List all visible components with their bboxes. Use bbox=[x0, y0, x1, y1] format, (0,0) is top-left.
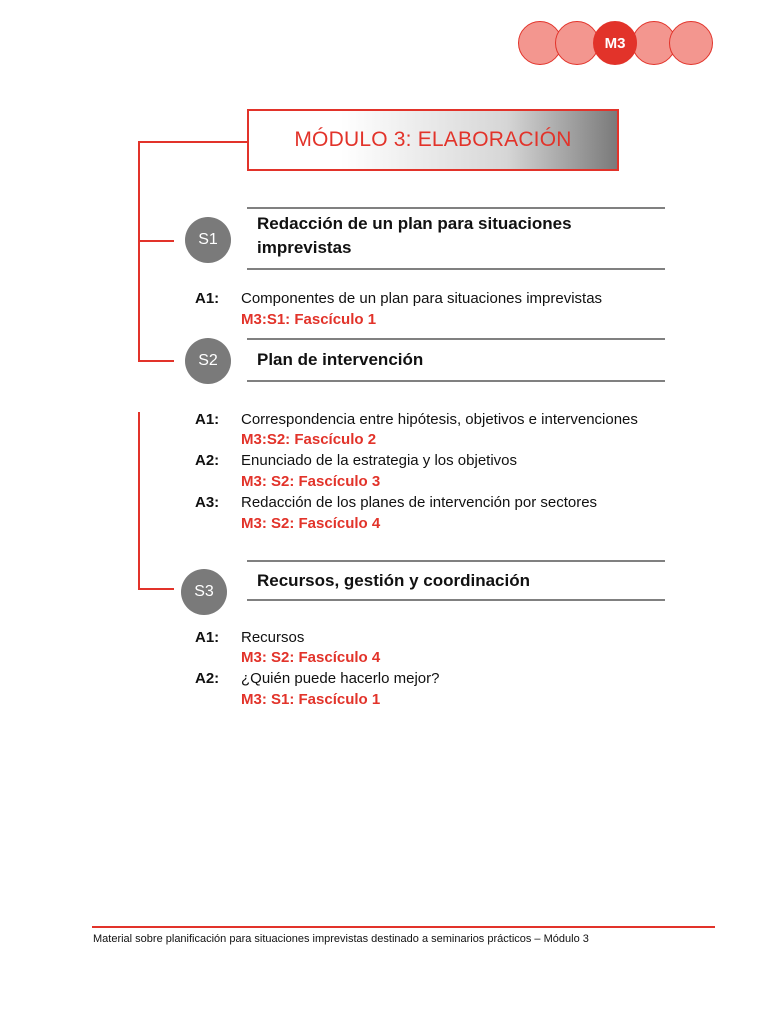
activity-text: Enunciado de la estrategia y los objetivos bbox=[241, 452, 518, 469]
section-badge-label: S1 bbox=[198, 231, 218, 248]
activity-label: A1: bbox=[195, 411, 220, 428]
connector-s3 bbox=[138, 588, 174, 590]
section-badge-label: S3 bbox=[194, 583, 214, 600]
activity-text: Correspondencia entre hipótesis, objetivos e intervenciones bbox=[241, 411, 638, 428]
section-badge-label: S2 bbox=[198, 352, 218, 369]
activity-label: A2: bbox=[195, 452, 220, 469]
module-title: MÓDULO 3: ELABORACIÓN bbox=[294, 128, 572, 151]
section-title-line: Redacción de un plan para situaciones bbox=[257, 214, 572, 233]
section-title-line: imprevistas bbox=[257, 238, 352, 257]
section-title-s2 bbox=[257, 348, 423, 372]
module-title-box bbox=[247, 109, 619, 171]
activity-reference: M3: S2: Fascículo 3 bbox=[241, 473, 381, 490]
section-rule-top bbox=[247, 338, 665, 340]
section-badge-s2 bbox=[185, 338, 231, 384]
section-title-s3 bbox=[257, 569, 530, 593]
section-rule-bottom bbox=[247, 599, 665, 601]
activity-reference: M3:S1: Fascículo 1 bbox=[241, 311, 377, 328]
section-rule-top bbox=[247, 207, 665, 209]
connector-s2 bbox=[138, 360, 174, 362]
section-rule-bottom bbox=[247, 268, 665, 270]
activity-label: A1: bbox=[195, 629, 220, 646]
module-circle-current bbox=[593, 21, 637, 65]
activity-reference: M3: S2: Fascículo 4 bbox=[241, 515, 381, 532]
section-rule-bottom bbox=[247, 380, 665, 382]
section-badge-s1 bbox=[185, 217, 231, 263]
footer-text: Material sobre planificación para situaciones imprevistas destinado a seminarios prácticos – Módulo 3 bbox=[93, 933, 589, 945]
activity-reference: M3: S2: Fascículo 4 bbox=[241, 649, 381, 666]
module-badge-label: M3 bbox=[604, 34, 626, 52]
section-title-line: Plan de intervención bbox=[257, 350, 424, 369]
activity-reference: M3:S2: Fascículo 2 bbox=[241, 431, 377, 448]
section-title-s1 bbox=[257, 212, 572, 260]
section-rule-top bbox=[247, 560, 665, 562]
activity-text: ¿Quién puede hacerlo mejor? bbox=[241, 670, 440, 687]
activity-text: Componentes de un plan para situaciones imprevistas bbox=[241, 290, 603, 307]
connector-vertical-1 bbox=[138, 141, 140, 362]
connector-top-horizontal bbox=[138, 141, 247, 143]
section-badge-s3 bbox=[181, 569, 227, 615]
activity-label: A2: bbox=[195, 670, 220, 687]
activity-text: Redacción de los planes de intervención por sectores bbox=[241, 494, 598, 511]
footer-rule bbox=[92, 926, 715, 928]
module-circle-5 bbox=[669, 21, 713, 65]
section-title-line: Recursos, gestión y coordinación bbox=[257, 571, 531, 590]
connector-s1 bbox=[138, 240, 174, 242]
connector-vertical-2 bbox=[138, 412, 140, 590]
activity-label: A3: bbox=[195, 494, 220, 511]
activity-label: A1: bbox=[195, 290, 220, 307]
activity-reference: M3: S1: Fascículo 1 bbox=[241, 691, 381, 708]
activity-text: Recursos bbox=[241, 629, 305, 646]
